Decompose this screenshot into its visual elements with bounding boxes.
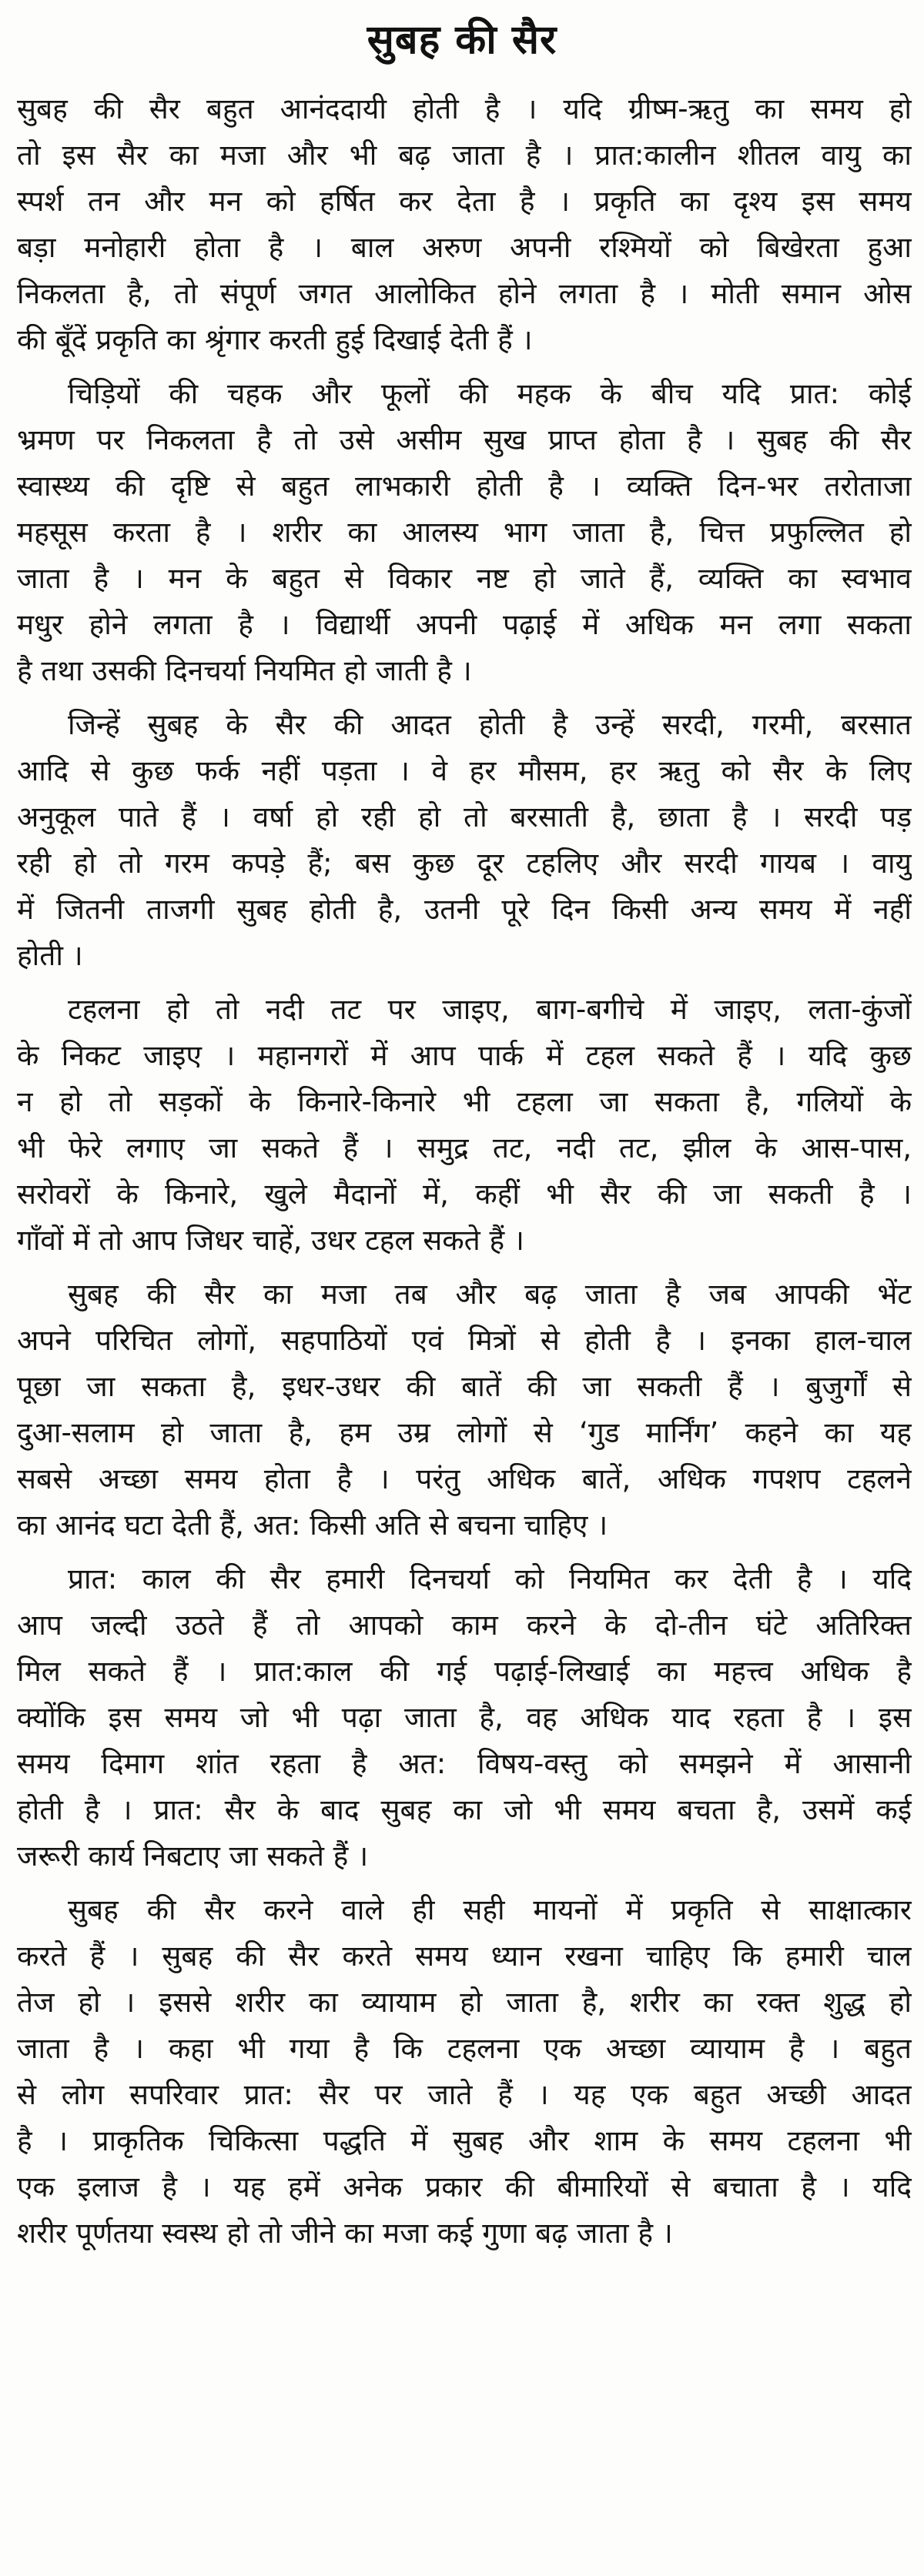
paragraph-gap xyxy=(17,1264,912,1271)
paragraph-line: सुबह की सैर बहुत आनंददायी होती है । यदि ग्रीष्म-ऋतु का समय हो xyxy=(17,92,912,125)
paragraph-line: महसूस करता है । शरीर का आलस्य भाग जाता है, चित्त प्रफुल्लित हो xyxy=(17,516,912,549)
paragraph-line: जाता है । कहा भी गया है कि टहलना एक अच्छा व्यायाम है । बहुत xyxy=(17,2032,912,2065)
paragraph-line: जाता है । मन के बहुत से विकार नष्ट हो जाते हैं, व्यक्ति का स्वभाव xyxy=(17,562,912,595)
paragraph-line: होती है । प्रात: सैर के बाद सुबह का जो भी समय बचता है, उसमें कई xyxy=(17,1793,912,1826)
paragraph-gap xyxy=(17,1549,912,1556)
paragraph-line: निकलता है, तो संपूर्ण जगत आलोकित होने लगता है । मोती समान ओस xyxy=(17,277,912,310)
paragraph-line: बड़ा मनोहारी होता है । बाल अरुण अपनी रश्मियों को बिखेरता हुआ xyxy=(17,231,912,264)
essay-body xyxy=(17,86,912,2257)
paragraph-line: पूछा जा सकता है, इधर-उधर की बातें की जा सकती हैं । बुजुर्गों से xyxy=(17,1370,912,1403)
paragraph-gap xyxy=(17,694,912,702)
paragraph-line: समय दिमाग शांत रहता है अत: विषय-वस्तु को समझने में आसानी xyxy=(17,1747,912,1780)
paragraph xyxy=(17,1271,912,1549)
paragraph-line: जिन्हें सुबह के सैर की आदत होती है उन्हें सरदी, गरमी, बरसात xyxy=(68,708,912,741)
paragraph-line: चिड़ियों की चहक और फूलों की महक के बीच यदि प्रात: कोई xyxy=(68,377,912,410)
paragraph xyxy=(17,1556,912,1879)
paragraph-line: सबसे अच्छा समय होता है । परंतु अधिक बातें, अधिक गपशप टहलने xyxy=(17,1462,912,1495)
paragraph xyxy=(17,371,912,694)
paragraph-line: एक इलाज है । यह हमें अनेक प्रकार की बीमारियों से बचाता है । यदि xyxy=(17,2170,912,2203)
paragraph-line: शरीर पूर्णतया स्वस्थ हो तो जीने का मजा कई गुणा बढ़ जाता है । xyxy=(17,2217,673,2250)
paragraph-gap xyxy=(17,979,912,987)
paragraph-line: तो इस सैर का मजा और भी बढ़ जाता है । प्रात:कालीन शीतल वायु का xyxy=(17,139,912,172)
paragraph-line: भी फेरे लगाए जा सकते हैं । समुद्र तट, नदी तट, झील के आस-पास, xyxy=(17,1131,912,1164)
paragraph xyxy=(17,1887,912,2257)
paragraph-line: प्रात: काल की सैर हमारी दिनचर्या को नियमित कर देती है । यदि xyxy=(68,1562,912,1595)
paragraph-line: स्वास्थ्य की दृष्टि से बहुत लाभकारी होती है । व्यक्ति दिन-भर तरोताजा xyxy=(17,469,912,503)
essay-title: सुबह की सैर xyxy=(367,17,557,63)
paragraph-line: न हो तो सड़कों के किनारे-किनारे भी टहला जा सकता है, गलियों के xyxy=(17,1085,912,1118)
paragraph-line: मधुर होने लगता है । विद्यार्थी अपनी पढ़ाई में अधिक मन लगा सकता xyxy=(17,608,912,641)
paragraph-line: अपने परिचित लोगों, सहपाठियों एवं मित्रों से होती है । इनका हाल-चाल xyxy=(17,1324,912,1357)
paragraph-gap xyxy=(17,1879,912,1887)
paragraph-line: सुबह की सैर करने वाले ही सही मायनों में प्रकृति से साक्षात्कार xyxy=(68,1893,912,1926)
paragraph-line: टहलना हो तो नदी तट पर जाइए, बाग-बगीचे में जाइए, लता-कुंजों xyxy=(68,993,912,1026)
paragraph-line: क्योंकि इस समय जो भी पढ़ा जाता है, वह अधिक याद रहता है । इस xyxy=(17,1701,912,1734)
paragraph-line: है । प्राकृतिक चिकित्सा पद्धति में सुबह और शाम के समय टहलना भी xyxy=(17,2124,912,2157)
paragraph-line: आदि से कुछ फर्क नहीं पड़ता । वे हर मौसम, हर ऋतु को सैर के लिए xyxy=(17,754,912,787)
paragraph-line: सरोवरों के किनारे, खुले मैदानों में, कहीं भी सैर की जा सकती है । xyxy=(17,1178,912,1211)
paragraph-line: तेज हो । इससे शरीर का व्यायाम हो जाता है, शरीर का रक्त शुद्ध हो xyxy=(17,1986,912,2019)
paragraph xyxy=(17,702,912,979)
paragraph-line: सुबह की सैर का मजा तब और बढ़ जाता है जब आपकी भेंट xyxy=(68,1278,912,1311)
paragraph-line: है तथा उसकी दिनचर्या नियमित हो जाती है । xyxy=(17,654,472,687)
paragraph-line: से लोग सपरिवार प्रात: सैर पर जाते हैं । यह एक बहुत अच्छी आदत xyxy=(17,2078,912,2111)
paragraph-line: के निकट जाइए । महानगरों में आप पार्क में टहल सकते हैं । यदि कुछ xyxy=(17,1039,912,1072)
paragraph-line: का आनंद घटा देती हैं, अत: किसी अति से बचना चाहिए । xyxy=(17,1509,608,1542)
paragraph-line: दुआ-सलाम हो जाता है, हम उम्र लोगों से ‘गुड मार्निंग’ कहने का यह xyxy=(17,1416,912,1449)
paragraph-line: जरूरी कार्य निबटाए जा सकते हैं । xyxy=(17,1839,369,1873)
paragraph-line: गाँवों में तो आप जिधर चाहें, उधर टहल सकते हैं । xyxy=(17,1224,524,1257)
paragraph xyxy=(17,987,912,1264)
paragraph-gap xyxy=(17,363,912,371)
paragraph-line: होती । xyxy=(17,939,83,972)
paragraph-line: स्पर्श तन और मन को हर्षित कर देता है । प्रकृति का दृश्य इस समय xyxy=(17,185,912,218)
paragraph-line: अनुकूल पाते हैं । वर्षा हो रही हो तो बरसाती है, छाता है । सरदी पड़ xyxy=(17,800,912,834)
paragraph xyxy=(17,86,912,363)
paragraph-line: करते हैं । सुबह की सैर करते समय ध्यान रखना चाहिए कि हमारी चाल xyxy=(17,1940,912,1973)
paragraph-line: आप जल्दी उठते हैं तो आपको काम करने के दो-तीन घंटे अतिरिक्त xyxy=(17,1609,912,1642)
paragraph-line: भ्रमण पर निकलता है तो उसे असीम सुख प्राप्त होता है । सुबह की सैर xyxy=(17,423,912,456)
paragraph-line: की बूँदें प्रकृति का श्रृंगार करती हुई दिखाई देती हैं । xyxy=(17,323,533,356)
paragraph-line: में जितनी ताजगी सुबह होती है, उतनी पूरे दिन किसी अन्य समय में नहीं xyxy=(17,893,912,926)
paragraph-line: मिल सकते हैं । प्रात:काल की गई पढ़ाई-लिखाई का महत्त्व अधिक है xyxy=(17,1655,912,1688)
paragraph-line: रही हो तो गरम कपड़े हैं; बस कुछ दूर टहलिए और सरदी गायब । वायु xyxy=(17,847,912,880)
